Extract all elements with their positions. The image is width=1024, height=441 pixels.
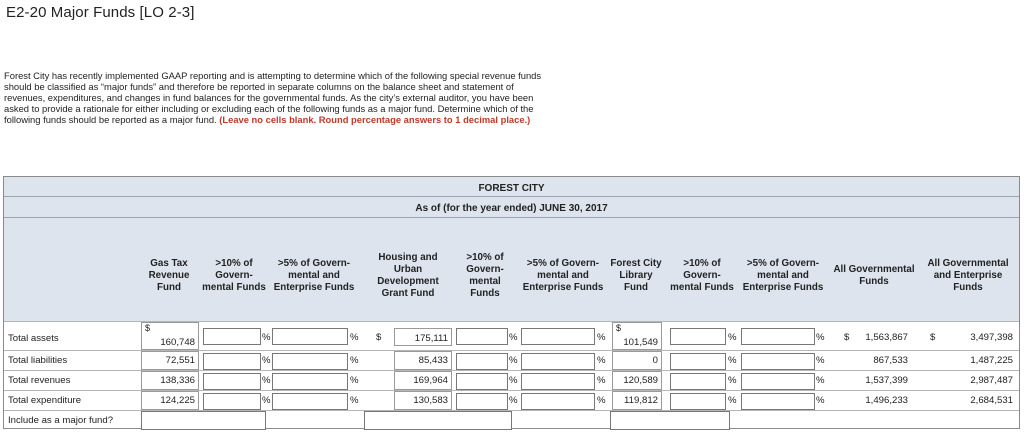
row-label: Total liabilities: [8, 355, 68, 366]
library-major-fund-select[interactable]: [610, 411, 730, 430]
percent-sign: %: [350, 332, 359, 343]
pct-input[interactable]: [203, 393, 261, 410]
pct-input[interactable]: [272, 328, 348, 345]
row-label: Total assets: [8, 333, 59, 344]
percent-sign: %: [509, 355, 518, 366]
currency-symbol: $: [844, 332, 850, 343]
percent-sign: %: [350, 375, 359, 386]
gas-tax-value: [141, 351, 199, 370]
pct-input[interactable]: [521, 328, 595, 345]
percent-sign: %: [509, 332, 518, 343]
header-divider: [4, 196, 1019, 197]
all-gov-enterprise-value: 2,987,487: [970, 375, 1013, 386]
col-hud-pct-gov-enterprise: >5% of Govern-mental and Enterprise Funds: [522, 258, 604, 293]
row-label: Total expenditure: [8, 395, 82, 406]
all-gov-enterprise-value: 2,684,531: [970, 395, 1013, 406]
number: 120,589: [623, 375, 658, 386]
company-name: FOREST CITY: [478, 183, 545, 194]
pct-input[interactable]: [670, 353, 726, 370]
pct-input[interactable]: [521, 353, 595, 370]
number: 85,433: [418, 355, 448, 366]
hud-value: [394, 391, 452, 410]
pct-input[interactable]: [203, 373, 261, 390]
col-lib-pct-governmental: >10% of Govern-mental Funds: [670, 258, 734, 293]
percent-sign: %: [597, 332, 606, 343]
problem-title: E2-20 Major Funds [LO 2-3]: [6, 4, 195, 21]
forest-city-table: [3, 176, 1020, 429]
percent-sign: %: [597, 355, 606, 366]
library-value: [612, 322, 662, 350]
percent-sign: %: [728, 355, 737, 366]
header-divider: [4, 217, 1019, 218]
hud-value: [394, 371, 452, 390]
col-all-governmental-funds: All Governmental Funds: [833, 264, 915, 287]
pct-input[interactable]: [521, 393, 595, 410]
pct-input[interactable]: [272, 373, 348, 390]
library-value: [612, 391, 662, 410]
currency-symbol: $: [145, 323, 151, 333]
row-label: Include as a major fund?: [8, 415, 114, 426]
col-lib-pct-gov-enterprise: >5% of Govern-mental and Enterprise Funds: [742, 258, 824, 293]
percent-sign: %: [728, 395, 737, 406]
pct-input[interactable]: [670, 328, 726, 345]
col-gas-tax-revenue-fund: Gas Tax Revenue Fund: [148, 258, 190, 293]
percent-sign: %: [262, 375, 271, 386]
all-governmental-value: 867,533: [873, 355, 908, 366]
problem-text: Forest City has recently implemented GAAP reporting and is attempting to determine which of the following special revenue funds should be classified as “major funds” and therefore be reported in separate columns on the balance sheet and statement of revenues, expenditures, and changes in fund balances for the governmental funds. As the city’s external auditor, you have been asked to provide a rationale for either including or excluding each of the following funds as a major fund. Determine which of the following funds should be reported as a major fund.: [4, 70, 542, 125]
number: 160,748: [160, 337, 195, 348]
pct-input[interactable]: [741, 373, 815, 390]
percent-sign: %: [597, 395, 606, 406]
all-governmental-value: 1,496,233: [865, 395, 908, 406]
table-row: [4, 321, 1019, 350]
gas-tax-value: [141, 371, 199, 390]
percent-sign: %: [262, 355, 271, 366]
number: 124,225: [160, 395, 195, 406]
col-library-fund: Forest City Library Fund: [610, 258, 662, 293]
col-hud-pct-governmental: >10% of Govern-mental Funds: [466, 252, 504, 299]
all-gov-enterprise-value: 3,497,398: [970, 332, 1013, 343]
pct-input[interactable]: [203, 353, 261, 370]
percent-sign: %: [816, 375, 825, 386]
table-row: [4, 390, 1019, 410]
percent-sign: %: [728, 375, 737, 386]
all-gov-enterprise-value: 1,487,225: [970, 355, 1013, 366]
pct-input[interactable]: [203, 328, 261, 345]
pct-input[interactable]: [272, 393, 348, 410]
gas-tax-value: [141, 322, 199, 350]
percent-sign: %: [350, 395, 359, 406]
pct-input[interactable]: [741, 328, 815, 345]
pct-input[interactable]: [456, 373, 508, 390]
pct-input[interactable]: [670, 373, 726, 390]
table-row: [4, 410, 1019, 430]
number: 175,111: [414, 333, 448, 344]
col-hud-grant-fund: Housing and Urban Development Grant Fund: [377, 252, 439, 299]
library-value: [612, 371, 662, 390]
percent-sign: %: [816, 395, 825, 406]
currency-symbol: $: [616, 323, 622, 333]
pct-input[interactable]: [456, 393, 508, 410]
row-label: Total revenues: [8, 375, 71, 386]
percent-sign: %: [509, 375, 518, 386]
all-governmental-value: 1,537,399: [865, 375, 908, 386]
pct-input[interactable]: [670, 393, 726, 410]
percent-sign: %: [262, 332, 271, 343]
pct-input[interactable]: [456, 353, 508, 370]
number: 169,964: [413, 375, 448, 386]
col-gas-pct-governmental: >10% of Govern-mental Funds: [202, 258, 266, 293]
currency-symbol: $: [376, 332, 382, 343]
percent-sign: %: [509, 395, 518, 406]
gas-tax-major-fund-select[interactable]: [141, 411, 266, 430]
percent-sign: %: [597, 375, 606, 386]
number: 101,549: [623, 337, 658, 348]
col-all-gov-enterprise-funds: All Governmental and Enterprise Funds: [927, 258, 1009, 293]
pct-input[interactable]: [456, 328, 508, 345]
number: 0: [652, 355, 658, 366]
percent-sign: %: [350, 355, 359, 366]
pct-input[interactable]: [741, 393, 815, 410]
percent-sign: %: [816, 355, 825, 366]
table-row: [4, 370, 1019, 390]
problem-instruction: (Leave no cells blank. Round percentage answers to 1 decimal place.): [219, 114, 531, 125]
number: 138,336: [160, 375, 195, 386]
pct-input[interactable]: [272, 353, 348, 370]
all-governmental-value: 1,563,867: [865, 332, 908, 343]
problem-statement: [4, 70, 549, 125]
col-gas-pct-gov-enterprise: >5% of Govern-mental and Enterprise Funds: [273, 258, 355, 293]
percent-sign: %: [816, 332, 825, 343]
pct-input[interactable]: [521, 373, 595, 390]
hud-major-fund-select[interactable]: [364, 411, 512, 430]
gas-tax-value: [141, 391, 199, 410]
hud-value: [394, 351, 452, 370]
pct-input[interactable]: [741, 353, 815, 370]
currency-symbol: $: [930, 332, 936, 343]
table-row: [4, 350, 1019, 370]
number: 72,551: [165, 355, 195, 366]
percent-sign: %: [728, 332, 737, 343]
number: 130,583: [413, 395, 448, 406]
hud-value: [394, 328, 452, 346]
number: 119,812: [624, 395, 658, 406]
as-of-date: As of (for the year ended) JUNE 30, 2017: [415, 203, 608, 214]
library-value: [612, 351, 662, 370]
percent-sign: %: [262, 395, 271, 406]
